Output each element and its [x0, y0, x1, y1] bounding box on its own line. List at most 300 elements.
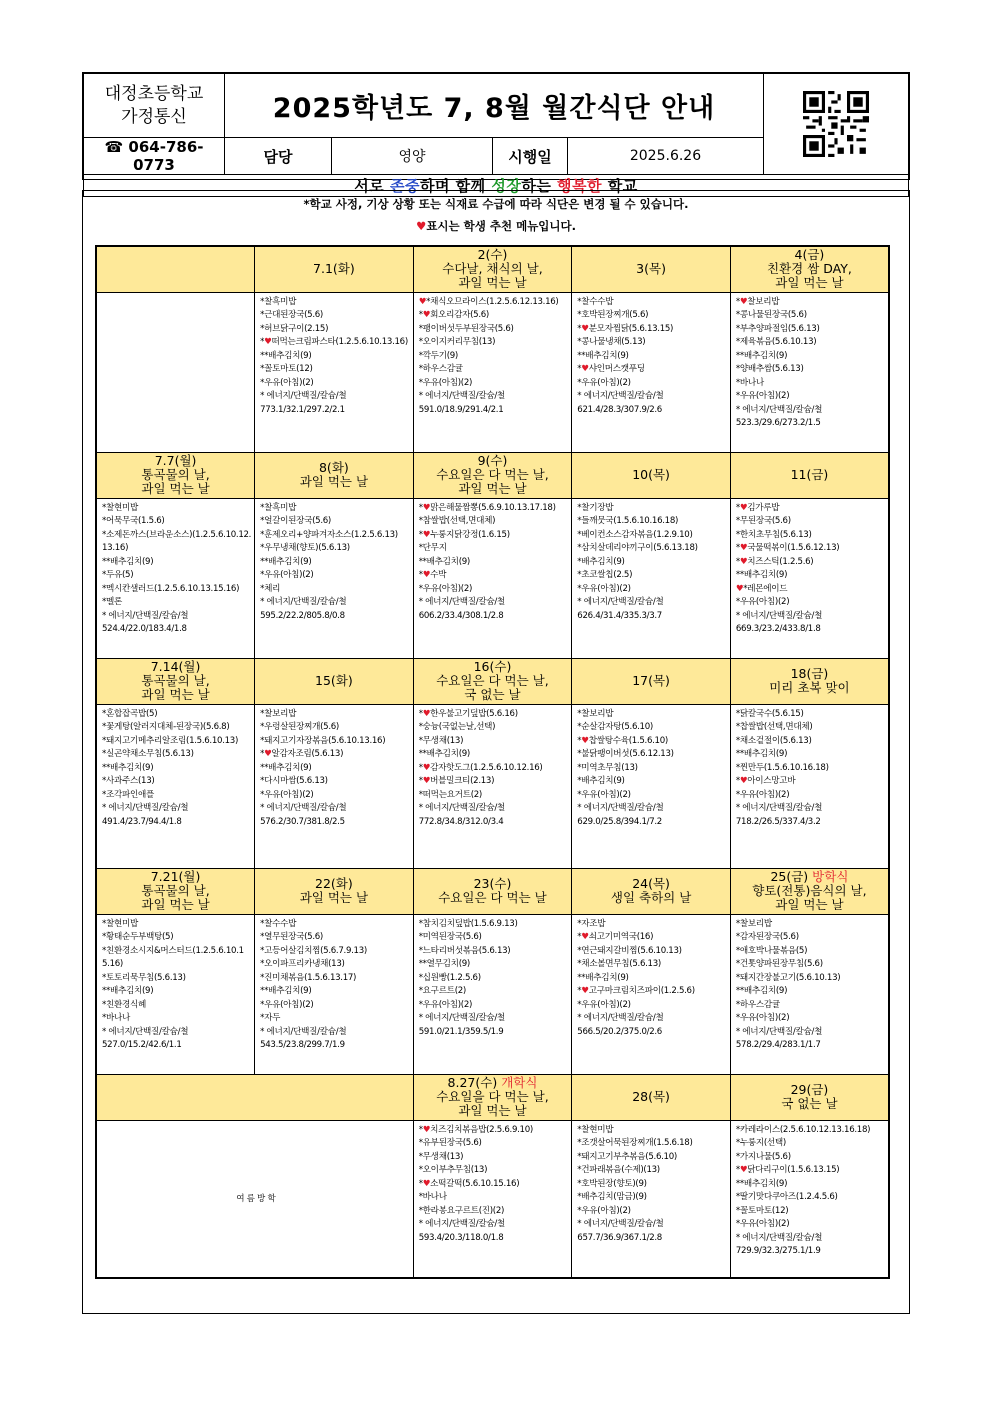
menu-item: *돼지고기자장볶음(5.6.10.13.16): [260, 735, 386, 746]
heart-icon: ♥: [735, 583, 744, 594]
menu-item: *요구르트(2): [418, 986, 466, 996]
menu-item: 657.7/36.9/367.1/2.8: [577, 1232, 662, 1243]
recommend-notice: [83, 215, 909, 237]
day-header-text: 통곡물의 날,: [141, 883, 210, 898]
change-notice: *학교 사정, 기상 상황 또는 식재료 수급에 따라 식단은 변경 될 수 있습니다.: [303, 197, 689, 211]
day-menu: [730, 704, 889, 868]
heart-icon: ♥: [739, 543, 748, 553]
menu-item: *연근돼지갈비찜(5.6.10.13): [577, 945, 682, 956]
day-header-line: [414, 482, 572, 496]
day-header-line: [97, 688, 254, 702]
menu-item: *♥찹쌀탕수육(1.5.6.10): [577, 735, 668, 746]
heart-icon: ♥: [581, 323, 589, 334]
day-header-line: [414, 248, 572, 262]
day-header: [255, 452, 414, 498]
day-header: [96, 658, 255, 704]
day-menu: [413, 292, 572, 452]
day-header-line: [731, 898, 888, 912]
menu-item: **배추김치(9): [102, 762, 154, 773]
menu-item: *황태순두부백탕(5): [102, 932, 174, 942]
menu-item: *♥소떡갈떡(5.6.10.15.16): [418, 1178, 520, 1189]
day-header-text: 17(목): [632, 673, 670, 688]
menu-item: *우유(아침)(2): [577, 1205, 631, 1216]
day-header: [96, 452, 255, 498]
menu-item: *가지나물(5.6): [735, 1151, 791, 1162]
menu-section: [82, 190, 910, 1314]
menu-item: *부추양파절임(5.6.13): [735, 323, 820, 334]
heart-icon: ♥: [416, 219, 427, 233]
menu-item: 591.0/21.1/359.5/1.9: [418, 1026, 504, 1037]
menu-item: *느타리버섯볶음(5.6.13): [418, 945, 511, 956]
day-header-text: 과일 먹는 날: [775, 897, 844, 912]
menu-item: *우유(아침)(2): [577, 583, 631, 594]
day-header-text: 7.7(월): [154, 453, 197, 468]
menu-item: *찰현미밥: [577, 1124, 614, 1135]
menu-item: * 에너지/단백질/칼슘/철: [102, 610, 189, 621]
menu-item: *우유(아침)(2): [260, 570, 314, 580]
menu-item: *양배추쌈(5.6.13): [735, 364, 804, 374]
day-header-line: [255, 877, 413, 891]
day-menu: [572, 704, 731, 868]
day-header: [413, 658, 572, 704]
school-name: 대정초등학교: [104, 83, 204, 104]
day-header-text: 과일 먹는 날: [141, 687, 210, 702]
day-header-line: [414, 674, 572, 688]
day-header-line: [414, 891, 572, 905]
week-header-row: [96, 246, 889, 292]
menu-item: *♥회오리감자(5.6): [418, 310, 489, 320]
day-menu: [572, 914, 731, 1074]
menu-item: * 에너지/단백질/칼슘/철: [418, 1013, 505, 1023]
event-label: 방학식: [812, 869, 849, 884]
day-header-text: 과일 먹는 날: [141, 897, 210, 912]
day-header-line: [572, 877, 730, 891]
slogan-part: 하며 함께: [419, 177, 492, 195]
event-label: 개학식: [501, 1075, 538, 1090]
menu-item: *♥샤인머스캣푸딩: [577, 364, 645, 374]
menu-item: *깍두기(9): [418, 350, 458, 361]
menu-item: ♥*채식오므라이스(1.2.5.6.12.13.16): [418, 296, 559, 307]
heart-icon: ♥: [422, 1178, 431, 1189]
day-menu: [255, 914, 414, 1074]
menu-item: *배추김치(9): [577, 556, 625, 567]
menu-item: *♥고구마크림치즈파이(1.2.5.6): [577, 986, 695, 996]
menu-item: **배추김치(9): [260, 556, 312, 567]
menu-item: *베이컨소스감자볶음(1.2.9.10): [577, 529, 693, 540]
day-menu: [96, 914, 255, 1074]
menu-item: 626.4/31.4/335.3/3.7: [577, 610, 662, 621]
day-header: [572, 1074, 731, 1120]
day-header-text: 7.21(월): [150, 869, 201, 884]
menu-item: 543.5/23.8/299.7/1.9: [260, 1040, 345, 1050]
menu-item: *채소볼면무침(5.6.13): [577, 959, 661, 969]
menu-item: *배추김치(맘금)(9): [577, 1192, 647, 1202]
menu-item: *우유(아침)(2): [260, 377, 314, 388]
day-header-line: [97, 468, 254, 482]
menu-item: *채소겉절이(5.6.13): [735, 735, 812, 746]
menu-item: *꼴토마토(12): [735, 1205, 789, 1216]
date-label: 시행일: [493, 138, 568, 175]
menu-item: *허브닭구이(2.15): [260, 323, 329, 334]
menu-item: *찰기장밥: [577, 502, 614, 513]
menu-item: *소제돈까스(브라운소스)(1.2.5.6.10.12.13.16): [102, 529, 252, 553]
week-header-row: [96, 452, 889, 498]
day-header-text: 9(수): [477, 453, 508, 468]
menu-item: *멕시칸샐러드(1.2.5.6.10.13.15.16): [102, 583, 240, 594]
menu-item: *한치초무침(5.6.13): [735, 529, 812, 540]
day-header-text: 15(화): [315, 673, 353, 688]
menu-item: * 에너지/단백질/칼슘/철: [577, 1219, 664, 1229]
heart-icon: ♥: [422, 776, 431, 786]
menu-item: **배추김치(9): [577, 350, 629, 361]
menu-item: *우유(아침)(2): [260, 999, 314, 1010]
menu-item: 718.2/26.5/337.4/3.2: [735, 816, 821, 827]
menu-item: 523.3/29.6/273.2/1.5: [735, 418, 821, 428]
heart-icon: ♥: [422, 1124, 431, 1135]
day-header-text: 8.27(수): [447, 1075, 502, 1090]
menu-item: *콩나물냉채(5.13): [577, 337, 646, 347]
day-menu: [730, 1120, 889, 1278]
menu-item: * 에너지/단백질/칼슘/철: [260, 597, 347, 607]
slogan-growth: 성장: [491, 177, 522, 195]
menu-item: *혼합잡곡밥(5): [102, 708, 158, 719]
menu-item: *찰흑미밥: [260, 502, 297, 513]
menu-item: *우무냉채(향토)(5.6.13): [260, 543, 350, 553]
menu-item: *우유(아침)(2): [577, 789, 631, 800]
day-menu: [572, 498, 731, 658]
menu-item: *자조밥: [577, 918, 606, 929]
week-menu-row: [96, 704, 889, 868]
day-header-text: 과일 먹는 날: [458, 1103, 527, 1118]
menu-item: *호박된장찌개(5.6): [577, 310, 649, 320]
day-header-text: 국 없는 날: [781, 1096, 838, 1111]
menu-item: 606.2/33.4/308.1/2.8: [418, 610, 504, 621]
day-header: [730, 1074, 889, 1120]
menu-item: **배추김치(9): [260, 350, 312, 361]
menu-item: *얼갈이된장국(5.6): [260, 516, 331, 526]
menu-item: *찹쌀밥(선택,면대체): [735, 722, 813, 732]
menu-item: * 에너지/단백질/칼슘/철: [260, 1026, 347, 1037]
day-header-text: 수요일은 다 먹는 날,: [436, 673, 549, 688]
heart-icon: ♥: [422, 708, 431, 719]
newsletter-header: [82, 72, 910, 195]
menu-item: * 에너지/단백질/칼슘/철: [418, 391, 505, 401]
day-header: [413, 868, 572, 914]
menu-item: * 에너지/단백질/칼슘/철: [735, 610, 823, 621]
week-menu-row: [96, 914, 889, 1074]
menu-item: *카레라이스(2.5.6.10.12.13.16.18): [735, 1124, 871, 1135]
menu-item: *무된장국(5.6): [735, 516, 791, 526]
week-menu-row: [96, 1120, 889, 1278]
day-header: [572, 452, 731, 498]
menu-item: *어묵무국(1.5.6): [102, 516, 165, 526]
menu-item: *♥버블밀크티(2.13): [418, 776, 495, 786]
menu-item: 593.4/20.3/118.0/1.8: [418, 1232, 504, 1243]
day-header-line: [572, 891, 730, 905]
menu-item: *제육볶음(5.6.10.13): [735, 337, 817, 347]
menu-item: *열무된장국(5.6): [260, 932, 323, 942]
day-header-line: [414, 262, 572, 276]
menu-item: *♥감자핫도그(1.2.5.6.10.12.16): [418, 762, 543, 773]
menu-item: * 에너지/단백질/칼슘/철: [102, 1026, 189, 1037]
menu-item: *찐만두(1.5.6.10.16.18): [735, 762, 829, 773]
day-header-line: [731, 262, 888, 276]
recommend-notice-text: 표시는 학생 추천 메뉴입니다.: [426, 219, 576, 233]
day-header: [413, 452, 572, 498]
day-header-line: [414, 1104, 572, 1118]
menu-item: *닭칼국수(5.6.15): [735, 708, 804, 719]
menu-item: *숭늉(국없는날,선택): [418, 722, 496, 732]
day-header-text: 생일 축하의 날: [610, 890, 692, 905]
menu-item: *자두: [260, 1013, 281, 1023]
menu-item: *다시마쌈(5.6.13): [260, 776, 328, 786]
day-menu: [255, 498, 414, 658]
day-header-text: 7.14(월): [150, 659, 201, 674]
menu-item: *♥치즈스틱(1.2.5.6): [735, 556, 814, 567]
day-menu: [572, 1120, 731, 1278]
day-header-text: 4(금): [794, 247, 825, 263]
menu-item: *불닭팽이버섯(5.6.12.13): [577, 749, 674, 759]
day-header-line: [731, 681, 888, 695]
day-menu: [730, 292, 889, 452]
day-header-text: 과일 먹는 날: [299, 474, 369, 489]
day-menu: [572, 292, 731, 452]
day-header-text: 2(수): [477, 247, 508, 263]
day-header-text: 18(금): [790, 666, 829, 681]
qr-code-icon[interactable]: [803, 91, 869, 157]
day-header-line: [414, 276, 572, 290]
heart-icon: ♥: [581, 932, 589, 942]
menu-item: *우유(아침)(2): [735, 391, 790, 401]
day-header-text: 3(목): [636, 261, 666, 277]
qr-code-cell: [764, 74, 909, 175]
day-header-text: 미리 초복 맞이: [769, 680, 850, 695]
menu-item: *미역된장국(5.6): [418, 932, 482, 942]
charge-value: 영양: [332, 138, 493, 175]
day-header-line: [97, 870, 254, 884]
day-header-text: 수다날, 채식의 날,: [442, 261, 543, 277]
menu-item: *우유(아침)(2): [418, 999, 473, 1010]
menu-item: *단무지: [418, 543, 447, 553]
day-header-text: 25(금): [770, 869, 813, 884]
phone-number: ☎ 064-786-0773: [84, 138, 225, 175]
day-header-text: 8(화): [318, 460, 349, 475]
menu-item: *오이지커리무침(13): [418, 337, 496, 347]
slogan-happy: 행복한: [557, 177, 603, 195]
menu-item: *조갯살어묵된장찌개(1.5.6.18): [577, 1138, 693, 1148]
menu-item: *하우스감귤: [418, 364, 463, 374]
day-header-text: 향토(전통)음식의 날,: [752, 883, 867, 898]
menu-item: *돼지고기부추볶음(5.6.10): [577, 1151, 677, 1162]
menu-item: *♥누룽지닭강정(1.6.15): [418, 529, 510, 540]
menu-item: *참치김치덮밥(1.5.6.9.13): [418, 918, 518, 929]
menu-item: *고등어살김치찜(5.6.7.9.13): [260, 945, 367, 956]
menu-item: *친환경식혜: [102, 999, 147, 1010]
day-menu: [730, 914, 889, 1074]
menu-item: * 에너지/단백질/칼슘/철: [735, 1026, 823, 1037]
menu-item: *오이파프리카냉채(13): [260, 959, 345, 969]
menu-item: * 에너지/단백질/칼슘/철: [418, 803, 505, 813]
menu-item: *찰현미밥: [102, 918, 139, 929]
menu-item: 595.2/22.2/805.8/0.8: [260, 610, 345, 621]
menu-item: *♥치즈김치볶음밥(2.5.6.9.10): [418, 1124, 533, 1135]
heart-icon: ♥: [422, 529, 431, 540]
menu-item: 591.0/18.9/291.4/2.1: [418, 404, 504, 415]
menu-item: * 에너지/단백질/칼슘/철: [260, 803, 347, 813]
menu-item: *♥떠먹는크림파스타(1.2.5.6.10.13.16): [260, 337, 408, 347]
menu-item: **배추김치(9): [418, 556, 470, 567]
day-header: [255, 246, 414, 292]
menu-item: **배추김치(9): [735, 350, 788, 361]
slogan-part: 학교: [602, 177, 638, 195]
school-subtitle: 가정통신: [121, 106, 187, 127]
menu-item: * 에너지/단백질/칼슘/철: [418, 1219, 505, 1229]
day-header: [413, 1074, 572, 1120]
heart-icon: ♥: [739, 776, 748, 786]
menu-item: *♥알감자조림(5.6.13): [260, 749, 344, 759]
menu-item: *찰수수밥: [260, 918, 297, 929]
day-header: [96, 246, 255, 292]
day-header: [255, 658, 414, 704]
menu-item: *♥국물떡볶이(1.5.6.12.13): [735, 543, 840, 553]
day-header-line: [255, 891, 413, 905]
menu-item: *우유(아침)(2): [260, 789, 314, 800]
day-header: [572, 658, 731, 704]
menu-item: 621.4/28.3/307.9/2.6: [577, 404, 662, 415]
day-header-text: 통곡물의 날,: [141, 673, 210, 688]
day-header-line: [731, 248, 888, 262]
menu-item: *근대된장국(5.6): [260, 310, 323, 320]
menu-item: 566.5/20.2/375.0/2.6: [577, 1026, 662, 1037]
menu-item: *친환경소시지&머스터드(1.2.5.6.10.15.16): [102, 945, 244, 969]
day-header-line: [731, 468, 888, 482]
day-header-text: 과일 먹는 날: [775, 275, 844, 291]
menu-item: *배추김치(9): [577, 776, 625, 786]
menu-item: *♥맑은해물짬뽕(5.6.9.10.13.17.18): [418, 502, 556, 513]
menu-item: **배추김치(9): [260, 762, 312, 773]
menu-item: *돼지고기메추리알조림(1.5.6.10.13): [102, 735, 239, 746]
menu-item: *유부된장국(5.6): [418, 1138, 482, 1148]
menu-item: *조각파인애플: [102, 789, 155, 800]
menu-item: 669.3/23.2/433.8/1.8: [735, 624, 821, 634]
menu-item: *하우스감귤: [735, 999, 780, 1010]
day-header-text: 과일 먹는 날: [299, 890, 369, 905]
menu-item: 491.4/23.7/94.4/1.8: [102, 816, 182, 827]
menu-item: * 에너지/단백질/칼슘/철: [735, 1232, 823, 1243]
menu-item: *오이부추무침(13): [418, 1165, 488, 1175]
day-menu: [413, 704, 572, 868]
day-header-text: 10(목): [632, 467, 670, 482]
heart-icon: ♥: [739, 1165, 748, 1175]
day-header: [96, 1074, 413, 1120]
day-header-line: [414, 468, 572, 482]
menu-item: *들깨뭇국(1.5.6.10.16.18): [577, 516, 679, 526]
slogan-part: 하는: [521, 177, 558, 195]
day-menu: [413, 914, 572, 1074]
menu-item: *무생채(13): [418, 735, 464, 746]
menu-item: *순살감자탕(5.6.10): [577, 722, 653, 732]
menu-item: *♥쇠고기미역국(16): [577, 932, 654, 942]
menu-item: 524.4/22.0/183.4/1.8: [102, 624, 187, 634]
day-header-line: [255, 674, 413, 688]
menu-item: *♥아이스망고바: [735, 776, 796, 786]
week-menu-row: [96, 292, 889, 452]
menu-item: * 에너지/단백질/칼슘/철: [260, 391, 347, 401]
day-header-line: [255, 461, 413, 475]
day-header-line: [97, 674, 254, 688]
day-header-text: 수요일을 다 먹는 날,: [436, 1089, 549, 1104]
day-header-line: [414, 454, 572, 468]
day-header-line: [731, 870, 888, 884]
menu-item: **배추김치(9): [260, 986, 312, 996]
menu-item: * 에너지/단백질/칼슘/철: [577, 803, 664, 813]
day-header-line: [414, 688, 572, 702]
menu-item: *딸기맛다쿠아즈(1.2.4.5.6): [735, 1192, 838, 1202]
day-header-line: [97, 482, 254, 496]
menu-item: **배추김치(9): [418, 749, 470, 759]
heart-icon: ♥: [739, 502, 748, 513]
menu-item: *♥찰보리밥: [735, 296, 780, 307]
day-header-text: 7.1(화): [313, 261, 355, 277]
heart-icon: ♥: [581, 364, 589, 374]
menu-item: *애호박나물볶음(5): [735, 945, 808, 956]
day-header-line: [255, 262, 413, 276]
menu-item: * 에너지/단백질/칼슘/철: [577, 597, 664, 607]
menu-item: *찰보리밥: [260, 708, 297, 719]
day-header-line: [97, 898, 254, 912]
menu-item: *바나나: [102, 1013, 131, 1023]
day-header-line: [731, 667, 888, 681]
day-header-line: [731, 276, 888, 290]
menu-item: *멜론: [102, 597, 123, 607]
menu-item: *십원빵(1.2.5.6): [418, 972, 481, 983]
heart-icon: ♥: [422, 502, 431, 513]
menu-item: *♥김가루밥: [735, 502, 780, 513]
menu-item: *훈제오리+양파겨자소스(1.2.5.6.13): [260, 529, 398, 540]
week-header-row: [96, 868, 889, 914]
menu-item: *두유(5): [102, 570, 134, 580]
menu-item: *찰보리밥: [577, 708, 614, 719]
charge-label: 담당: [225, 138, 332, 175]
heart-icon: ♥: [422, 762, 431, 773]
menu-item: *♥수박: [418, 570, 447, 580]
day-header-text: 과일 먹는 날: [458, 275, 527, 291]
week-header-row: [96, 658, 889, 704]
day-header-line: [731, 1097, 888, 1111]
slogan-part: 서로: [354, 177, 390, 195]
day-header: [730, 868, 889, 914]
menu-item: 578.2/29.4/283.1/1.7: [735, 1040, 821, 1050]
menu-item: *건파래볶음(수제)(13): [577, 1165, 660, 1175]
menu-item: *꼴토마토(12): [260, 364, 313, 374]
menu-item: *우유(아침)(2): [735, 1013, 790, 1023]
menu-item: *떠먹는요거트(2): [418, 789, 482, 800]
day-header-text: 23(수): [473, 876, 512, 891]
day-header-line: [572, 1090, 730, 1104]
day-header-line: [97, 660, 254, 674]
summer-vacation: 여 름 방 학: [96, 1120, 413, 1278]
menu-item: 527.0/15.2/42.6/1.1: [102, 1040, 182, 1050]
day-header: [730, 452, 889, 498]
menu-item: *콩나물된장국(5.6): [735, 310, 807, 320]
day-header: [572, 868, 731, 914]
day-header-text: 과일 먹는 날: [458, 481, 527, 496]
day-header-text: 통곡물의 날,: [141, 467, 210, 482]
date-value: 2025.6.26: [568, 138, 764, 175]
menu-item: *참쌀밥(선택,면대체): [418, 516, 496, 526]
day-menu: [413, 1120, 572, 1278]
menu-item: * 에너지/단백질/칼슘/철: [577, 1013, 664, 1023]
